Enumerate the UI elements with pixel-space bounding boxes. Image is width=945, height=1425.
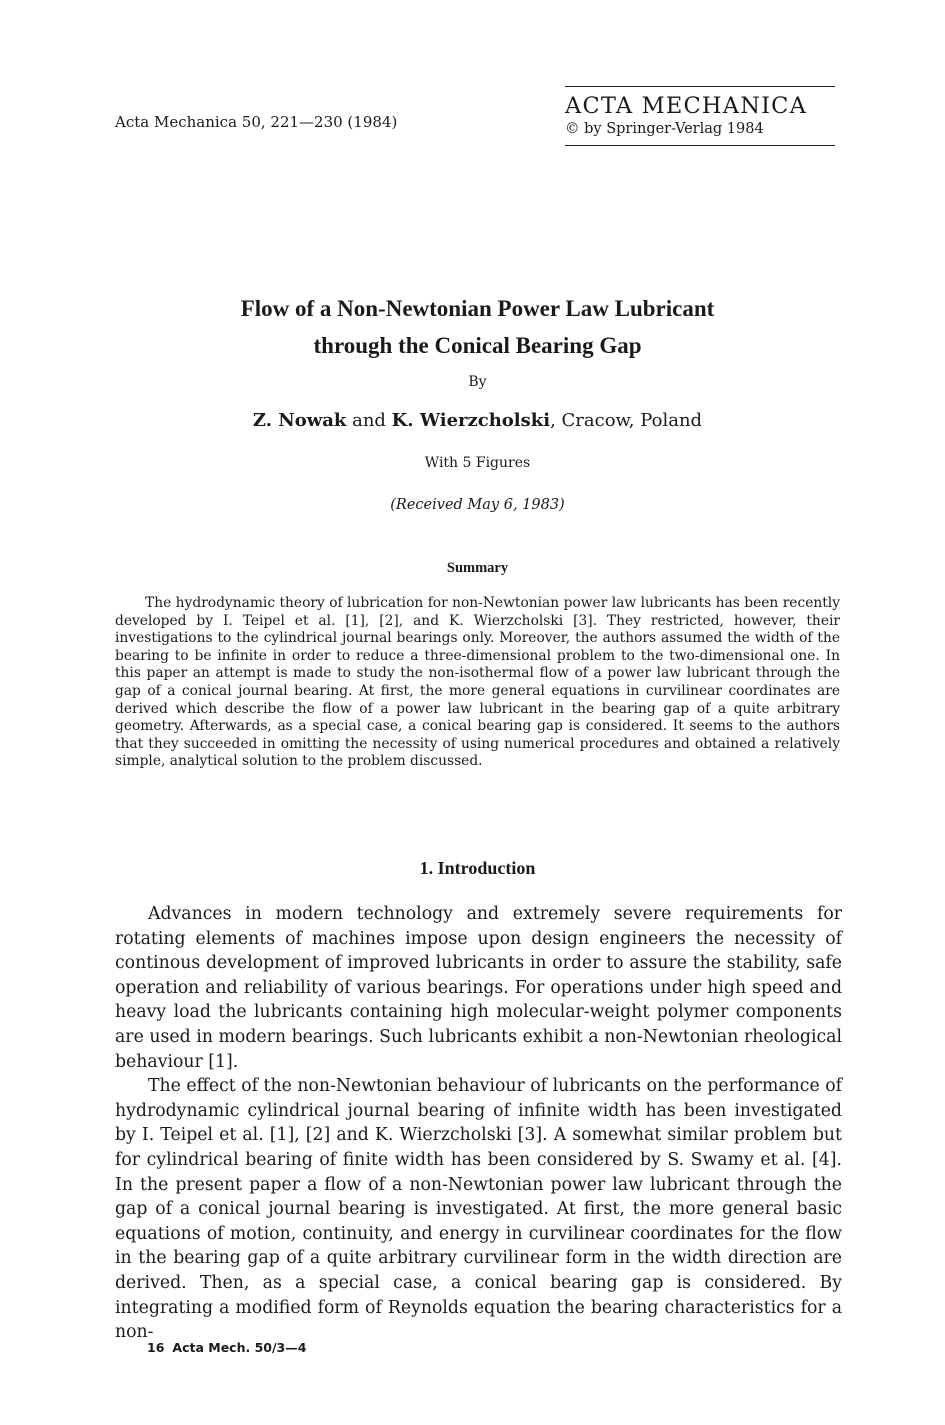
introduction-body xyxy=(115,902,842,1345)
received-date: (Received May 6, 1983) xyxy=(390,497,565,513)
author-conjunction: and xyxy=(346,410,392,431)
introduction-paragraph-1: Advances in modern technology and extremely severe requirements for rotating elements of machines impose upon design engineers the necessity of continous development of improved lubricants in order to assure the stability, safe operation and reliability of various bearings. For operations under high speed and heavy load the lubricants containing high molecular-weight polymer components are used in modern bearings. Such lubricants exhibit a non-Newtonian rheological behaviour [1]. xyxy=(115,904,842,1072)
figure-count: With 5 Figures xyxy=(424,455,531,471)
author-2: K. Wierzcholski xyxy=(391,410,551,431)
page-number: 16 xyxy=(147,1340,165,1355)
paper-title xyxy=(115,290,840,364)
masthead-top-rule xyxy=(565,86,835,87)
journal-masthead xyxy=(565,86,835,146)
page-footer xyxy=(147,1340,314,1355)
title-line-1: Flow of a Non-Newtonian Power Law Lubricant xyxy=(240,296,715,321)
signature-mark: Acta Mech. 50/3—4 xyxy=(172,1340,307,1355)
copyright-notice: © by Springer-Verlag 1984 xyxy=(565,121,764,137)
author-line xyxy=(115,410,840,431)
journal-name: ACTA MECHANICA xyxy=(565,93,808,119)
introduction-paragraph-2: The effect of the non-Newtonian behaviour of lubricants on the performance of hydrodynamic cylindrical journal bearing of infinite width has been investigated by I. Teipel et al. [1], [2] and K. Wierzcholski [3]. A somewhat similar problem but for cylindrical bearing of finite width has been considered by S. Swamy et al. [4]. In the present paper a flow of a non-Newtonian power law lubricant through the gap of a conical journal bearing is investigated. At first, the more general basic equations of motion, continuity, and energy in curvilinear coordinates for the flow in the bearing gap of a quite arbitrary curvilinear form in the width direction are derived. Then, as a special case, a conical bearing gap is considered. By integrating a modified form of Reynolds equation the bearing characteristics for a non- xyxy=(115,1076,842,1343)
by-label: By xyxy=(468,374,487,390)
summary-text: The hydrodynamic theory of lubrication for non-Newtonian power law lubricants has been recently developed by I. Teipel et al. [1], [2], and K. Wierzcholski [3]. They restricted, however, their investigations to the cylindrical journal bearings only. Moreover, the authors assumed the width of the bearing to be infinite in order to reduce a three-dimensional problem to the two-dimensional one. In this paper an attempt is made to study the non-isothermal flow of a power law lubricant through the gap of a conical journal bearing. At first, the more general equations in curvilinear coordinates are derived which describe the flow of a power law lubricant in the bearing gap of a quite arbitrary geometry. Afterwards, as a special case, a conical bearing gap is considered. It seems to the authors that they succeeded in omitting the necessity of using numerical procedures and obtained a relatively simple, analytical solution to the problem discussed. xyxy=(115,595,840,770)
author-location: , Cracow, Poland xyxy=(550,410,703,431)
title-line-2: through the Conical Bearing Gap xyxy=(313,333,642,358)
summary-heading: Summary xyxy=(446,560,509,576)
author-1: Z. Nowak xyxy=(252,410,347,431)
journal-citation: Acta Mechanica 50, 221—230 (1984) xyxy=(115,113,398,131)
masthead-bottom-rule xyxy=(565,145,835,146)
introduction-heading: 1. Introduction xyxy=(419,858,536,878)
